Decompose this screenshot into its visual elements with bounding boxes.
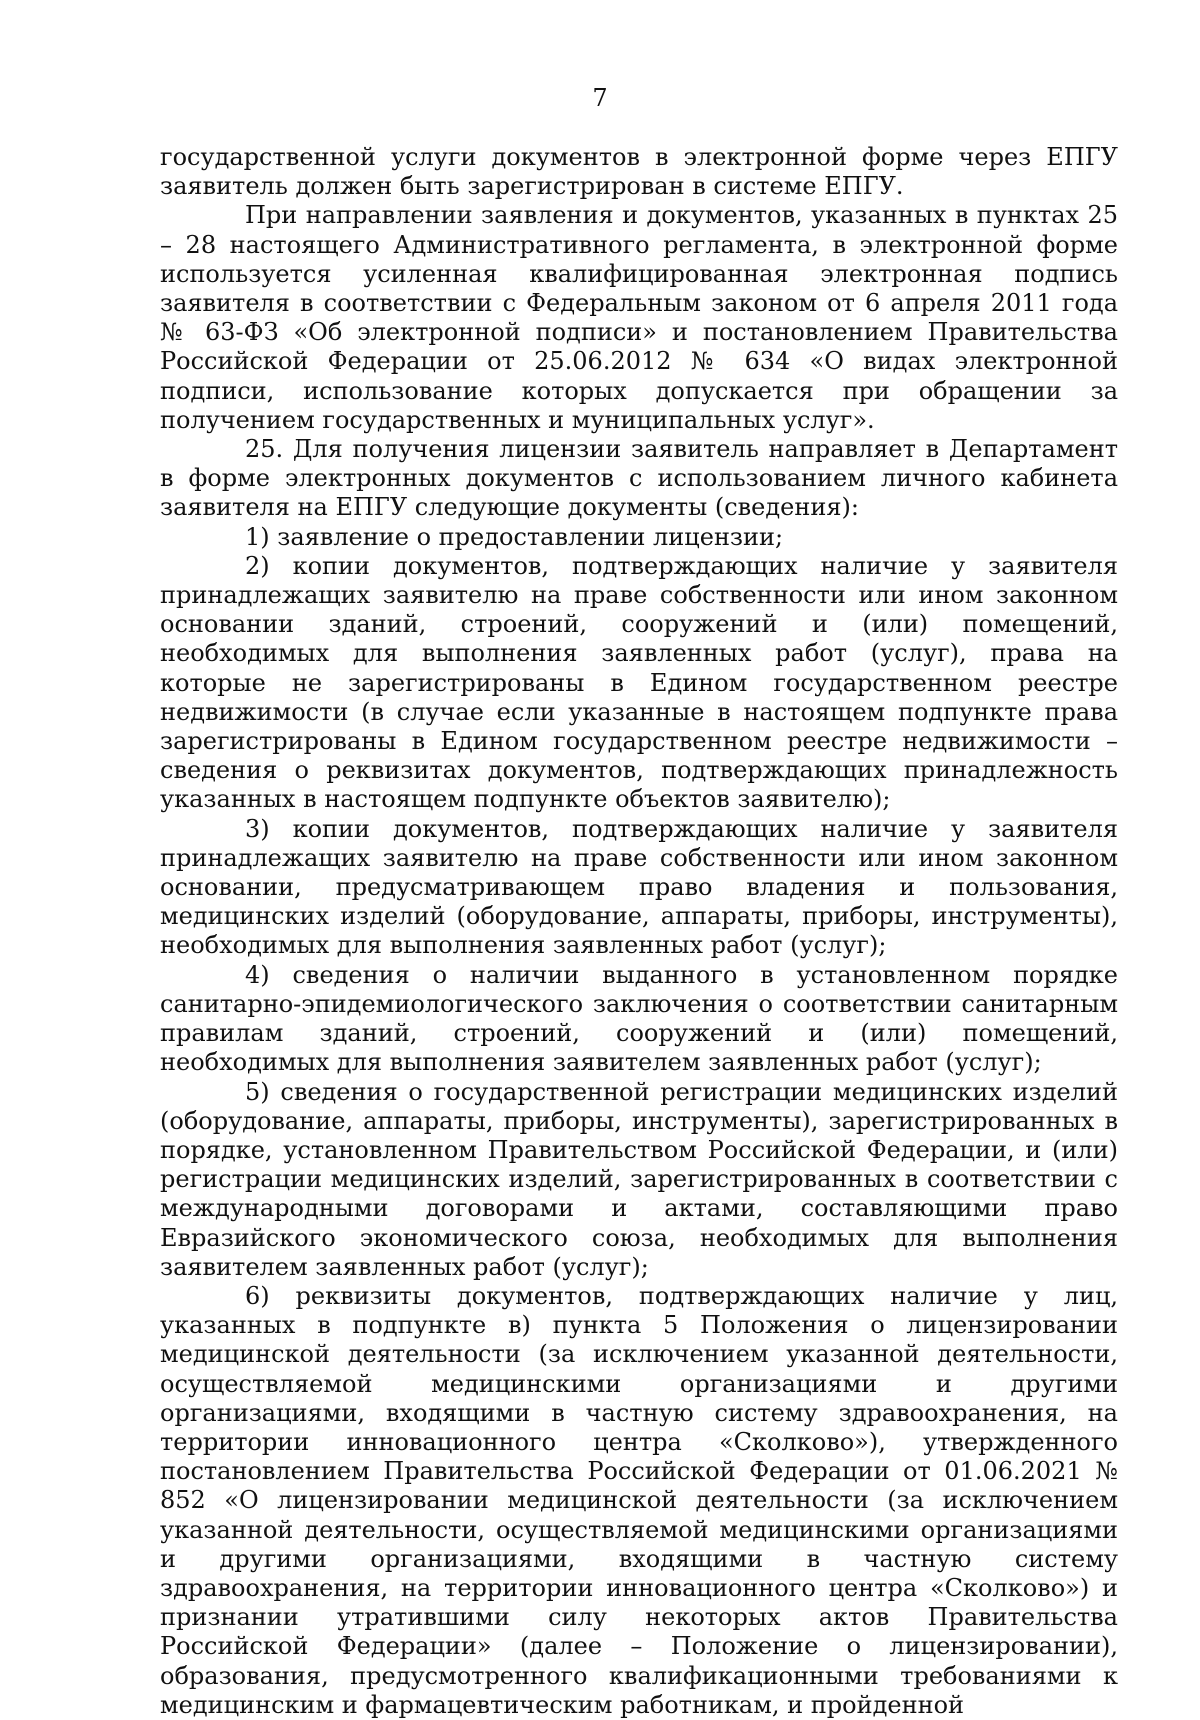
page-number: 7 xyxy=(592,84,608,112)
list-item-1: 1) заявление о предоставлении лицензии; xyxy=(245,522,784,551)
paragraph-item-25: 25. Для получения лицензии заявитель направляет в Департамент в форме электронных документов с использованием личного кабинета заявителя на ЕПГУ следующие документы (сведения): xyxy=(160,435,1118,522)
document-body xyxy=(160,143,1118,1720)
paragraph-continuation: государственной услуги документов в электронной форме через ЕПГУ заявитель должен быть зарегистрирован в системе ЕПГУ. xyxy=(160,143,1118,201)
list-item-2: 2) копии документов, подтверждающих наличие у заявителя принадлежащих заявителю на праве собственности или ином законном основании зданий, строений, сооружений и (или) помещений, необходимых для выполнения заявленных работ (услуг), права на которые не зарегистрированы в Едином государственном реестре недвижимости (в случае если указанные в настоящем подпункте права зарегистрированы в Едином государственном реестре недвижимости – сведения о реквизитах документов, подтверждающих принадлежность указанных в настоящем подпункте объектов заявителю); xyxy=(160,551,1118,814)
paragraph-electronic-signature: При направлении заявления и документов, указанных в пунктах 25 – 28 настоящего Административного регламента, в электронной форме используется усиленная квалифицированная электронная подпись заявителя в соответствии с Федеральным законом от 6 апреля 2011 года № 63-ФЗ «Об электронной подписи» и постановлением Правительства Российской Федерации от 25.06.2012 № 634 «О видах электронной подписи, использование которых допускается при обращении за получением государственных и муниципальных услуг». xyxy=(160,201,1118,434)
list-item-6: 6) реквизиты документов, подтверждающих наличие у лиц, указанных в подпункте в) пункта 5 Положения о лицензировании медицинской деятельности (за исключением указанной деятельности, осуществляемой медицинскими организациями и другими организациями, входящими в частную систему здравоохранения, на территории инновационного центра «Сколково»), утвержденного постановлением Правительства Российской Федерации от 01.06.2021 № 852 «О лицензировании медицинской деятельности (за исключением указанной деятельности, осуществляемой медицинскими организациями и другими организациями, входящими в частную систему здравоохранения, на территории инновационного центра «Сколково») и признании утратившими силу некоторых актов Правительства Российской Федерации» (далее – Положение о лицензировании), образования, предусмотренного квалификационными требованиями к медицинским и фармацевтическим работникам, и пройденной xyxy=(160,1281,1118,1719)
list-item-3: 3) копии документов, подтверждающих наличие у заявителя принадлежащих заявителю на праве собственности или ином законном основании, предусматривающем право владения и пользования, медицинских изделий (оборудование, аппараты, приборы, инструменты), необходимых для выполнения заявленных работ (услуг); xyxy=(160,814,1118,960)
list-item-5: 5) сведения о государственной регистрации медицинских изделий (оборудование, аппараты, приборы, инструменты), зарегистрированных в порядке, установленном Правительством Российской Федерации, и (или) регистрации медицинских изделий, зарегистрированных в соответствии с международными договорами и актами, составляющими право Евразийского экономического союза, необходимых для выполнения заявителем заявленных работ (услуг); xyxy=(160,1077,1118,1281)
list-item-4: 4) сведения о наличии выданного в установленном порядке санитарно-эпидемиологического заключения о соответствии санитарным правилам зданий, строений, сооружений и (или) помещений, необходимых для выполнения заявителем заявленных работ (услуг); xyxy=(160,960,1118,1077)
